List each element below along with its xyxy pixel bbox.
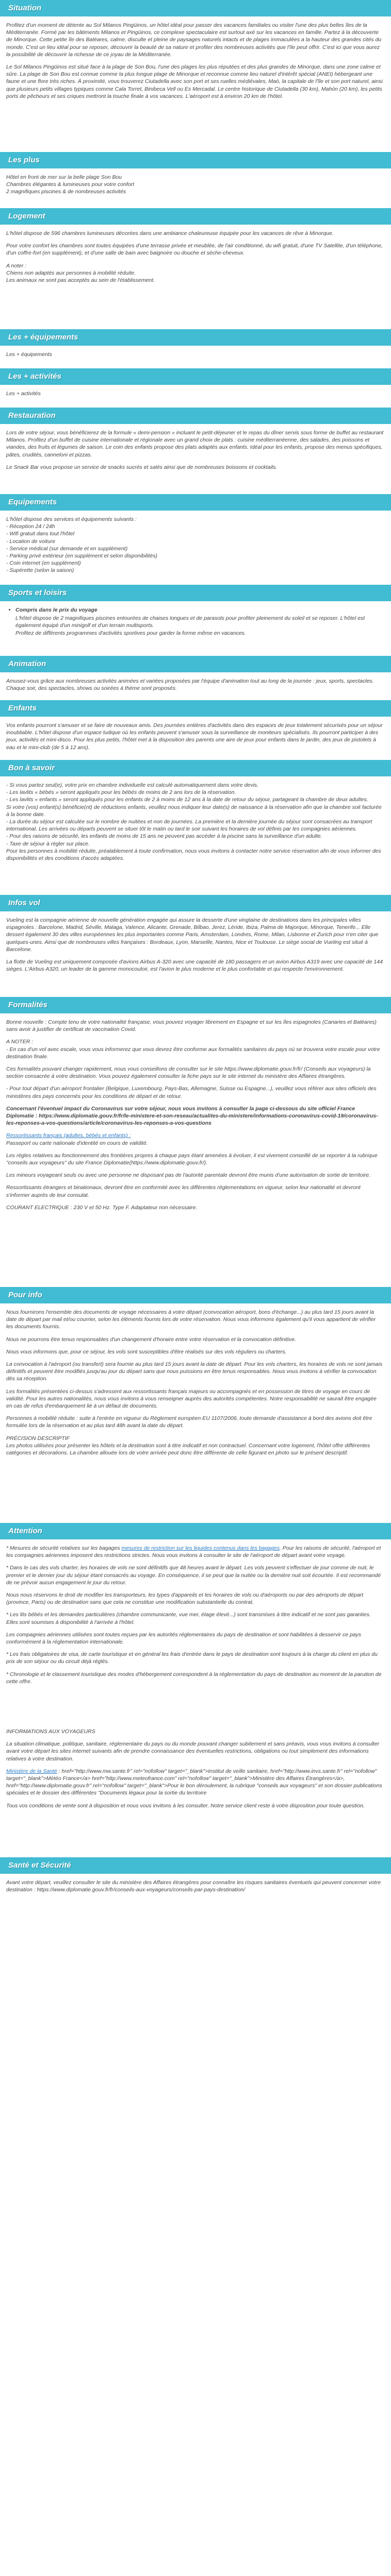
sports-list <box>6 606 384 614</box>
situation-paragraph-2: Le Sol Milanos Pingüinos est situé face à la plage de Son Bou, l'une des plages les plus réputées et des plus grandes de Minorque, dans une zone calme et sûre. La plage de Son Bou est connue comme la plus longue plage de Minorque et reconnue comme lieu naturel d'intérêt spécial (ANEI) hébergeant une faune et une flore très riches. À proximité, vous trouverez Ciutadella avec son port et ses ruelles médiévales, Maó, la capitale de l'île et son port naturel, ainsi que plusieurs petits villages typiques comme Cala Torret, Binibeca Vell ou Es Mercadal. Le centre historique de Ciutadella (30 km), Mahón (20 km), les petits ports de pêcheurs et ses criques mettront la touche finale à vos vacances. L'aéroport est à environ 20 km de l'hôtel. <box>6 64 383 99</box>
section-plus <box>0 168 391 208</box>
logement-note-2: Les animaux ne sont pas acceptés au sein de l'établissement. <box>6 277 155 284</box>
bonasavoir-line: - La durée du séjour est calculée sur le nombre de nuitées et non de journées. La première et la dernière journée du séjour sont consacrées au transport international. Les arrivées ou départs peuvent se situer tôt le matin ou tard le soir suivant les horaires de vol définis par les compagnies aériennes. <box>6 819 372 833</box>
logement-paragraph-2: Pour votre confort les chambres sont toutes équipées d'une terrasse privée et meublée, de l'air conditionné, du wifi gratuit, d'une TV Satellite, d'un téléphone, d'un coffre-fort (en supplément), et d'une salle de bain avec baignoire ou douche et sèche-cheveux. <box>6 243 383 257</box>
bonasavoir-line: - Pour des raisons de sécurité, les enfants de moins de 15 ans ne peuvent pas accéder à la piscine sans la surveillance d'un adulte. <box>6 833 322 840</box>
section-restauration <box>0 424 391 494</box>
pourinfo-paragraph-1: Nous fournirons l'ensemble des documents de voyage nécessaires à votre départ (convocation aéroport, bons d'échange...) au plus tard 15 jours avant la date de départ par mail et/ou courrier, selon les éléments fournis lors de votre réservation. Nous vous informons également qu'il vous appartient de vérifier les documents fournis. <box>6 1309 376 1330</box>
section-header-animation: Animation <box>0 656 391 672</box>
attention-paragraph-5: Les compagnies aériennes utilisées sont toutes reçues par les autorités réglementaires du pays de destination et sont habilitées à desservir ce pays conformément à la réglementation internationale. <box>6 1631 362 1646</box>
equipement-item: - Wifi gratuit dans tout l'hôtel <box>6 531 75 537</box>
liquids-restriction-link[interactable]: mesures de restriction sur les liquides contenus dans les bagages <box>121 1545 280 1551</box>
section-animation <box>0 672 391 700</box>
pourinfo-precision-label: PRÉCISION DESCRIPTIF <box>6 1435 70 1442</box>
sports-line-2: Profitez de différents programmes d'activités sportives pour garder la forme même en vacances. <box>15 630 246 636</box>
equipements-text: Les + équipements <box>6 351 53 358</box>
formalites-paragraph-9: Les règles relatives au fonctionnement des frontières propres à chaque pays étant amenées à évoluer, il est vivement conseillé de se reporter à la rubrique "conseils aux voyageurs" du site France Diplomatie(https://www.diplomatie.gouv.fr/). <box>6 1152 378 1166</box>
attention-p1-suffix: . Pour les raisons de sécurité, l'aéroport et les compagnies aériennes imposent des restrictions strictes. Nous vous invitons à consulter le site de l'aéroport de départ avant votre voyage. <box>6 1545 381 1559</box>
equipement-item: - Service médical (sur demande et en supplément) <box>6 545 128 552</box>
equipement-item: - Supérette (selon la saison) <box>6 567 74 574</box>
pourinfo-paragraph-6: Personnes à mobilité réduite : suite à l'entrée en vigueur du Règlement européen EU 1107/2006, toute demande d'assistance à bord des avions doit être formulée lors de la réservation et au plus tard 48h avant la date du départ. <box>6 1415 372 1429</box>
section-header-plus: Les plus <box>0 152 391 168</box>
section-infosvol <box>0 911 391 997</box>
section-pourinfo <box>0 1303 391 1523</box>
section-header-bonasavoir: Bon à savoir <box>0 760 391 776</box>
plus-line-3: 2 magnifiques piscines & de nombreuses activités <box>6 189 126 195</box>
section-bonasavoir <box>0 776 391 895</box>
bonasavoir-line: - Taxe de séjour à régler sur place. <box>6 840 90 847</box>
restauration-paragraph-2: Le Snack Bar vous propose un service de snacks sucrés et salés ainsi que de nombreuses boissons et cocktails. <box>6 464 278 470</box>
enfants-text: Vos enfants pourront s'amuser et se faire de nouveaux amis. Des journées entières d'activités dans des espaces de jeux totalement sécurisés pour un séjour inoubliable. L'hôtel dispose d'un espace ludique où les enfants peuvent s'amuser sous la surveillance de moniteurs spécialisés. Ils pourront participer à des jeux, activités et mini-disco. Pour les plus petits, l'hôtel met à la disposition des parents une aire de jeux pour enfants dans le jardin, des jeux de pistolets à eau et le mini-club (de 5 à 12 ans). <box>6 722 383 751</box>
formalites-paragraph-11: Ressortissants étrangers et binationaux, devront être en conformité avec les différentes réglementations en vigueur, selon leur nationalité et devront s'informer auprès de leur consulat. <box>6 1184 361 1198</box>
pourinfo-paragraph-8: Les photos utilisées pour présenter les hôtels et la destination sont à titre indicatif et non contractuel. Concernant votre logement, l'hôtel offre différentes catégories et décorations. La chambre allouée lors de votre arrivée peut donc être différente de celle figurant en photo sur le présent descriptif. <box>6 1442 370 1456</box>
section-header-formalites: Formalités <box>0 997 391 1013</box>
sports-line-1: L'hôtel dispose de 2 magnifiques piscines entourées de chaises longues et de parasols pour profiter pleinement du soleil et se reposer. L'hôtel est également équipé d'un minigolf et d'un terrain multisports. <box>15 615 365 629</box>
formalites-note-label: A NOTER : <box>6 1039 34 1045</box>
formalites-paragraph-1: Bonne nouvelle : Compte tenu de votre nationalité française, vous pouvez voyager librement en Espagne et sur les îles espagnoles (Canaries et Baléares) sans avoir à justifier de certificat de vaccination Covid. <box>6 1019 377 1033</box>
logement-note-label: A noter : <box>6 262 27 269</box>
section-header-attention: Attention <box>0 1523 391 1539</box>
section-situation <box>0 16 391 152</box>
bonasavoir-line: Pour les personnes à mobilité réduite, préalablement à toute confirmation, nous vous invitons à contacter notre service réservation afin de vous informer des disponibilités et des conditions d'accès adaptées. <box>6 848 381 862</box>
section-header-situation: Situation <box>0 0 391 16</box>
section-formalites <box>0 1013 391 1287</box>
restauration-paragraph-1: Lors de votre séjour, vous bénéficierez de la formule « demi-pension » incluant le petit-déjeuner et le repas du dîner servis sous forme de buffet au restaurant Milanos. Profitez d'un buffet de cuisine internationale et régionale avec un grand choix de plats : cuisine méditerranéenne, des salades, des poissons et viandes, des fruits et légumes de saison. Le coin des enfants propose des plats adaptés aux enfants. Idéal pour les enfants, propose des menus spécifiques, pâtes, crudités, canneloni et pizzas. <box>6 430 384 458</box>
formalites-paragraph-4: Ces formalités pouvant changer rapidement, nous vous conseillons de consulter sur le site https://www.diplomatie.gouv.fr/fr/ (Conseils aux voyageurs) la section consacrée à votre destination. Vous pouvez également consulter la fiche pays sur le site internet du ministère des Affaires étrangères. <box>6 1066 371 1080</box>
plus-line-2: Chambres élégantes & lumineuses pour votre confort <box>6 181 135 188</box>
attention-paragraph-6: * Les frais obligatoires de visa, de carte touristique et en général les frais d'entrée dans le pays de destination sont toujours à la charge du client en plus du prix de son séjour ou du circuit déjà réglés. <box>6 1651 378 1665</box>
formalites-paragraph-10: Les mineurs voyageant seuls ou avec une personne ne disposant pas de l'autorité parentale devront être munis d'une autorisation de sortie de territoire. <box>6 1172 371 1179</box>
section-header-restauration: Restauration <box>0 408 391 424</box>
formalites-covid-paragraph: Concernant l'éventuel impact du Coronavirus sur votre séjour, nous vous invitons à consulter la page ci-dessous du site officiel France Diplomatie : https://www.diplomatie.gouv.fr/fr/le-ministere-et-son-reseau/actualites-du-ministere/informations-coronavirus-covid-19/coronavirus-les-reponses-a-vos-questions/article/coronavirus-les-reponses-a-vos-questions <box>6 1105 378 1127</box>
formalites-paragraph-3: - En cas d'un vol avec escale, vous vous informerez que vous devrez être conforme aux formalités sanitaires du pays où se trouvera votre escale pour votre destination finale. <box>6 1046 380 1060</box>
infovoyageurs-title: INFORMATIONS AUX VOYAGEURS <box>6 1728 95 1735</box>
section-header-logement: Logement <box>0 208 391 225</box>
attention-paragraph-2: * Dans le cas des vols charter, les horaires de vols ne sont définitifs que 48 heures avant le départ. Les vols peuvent s'effectuer de jour comme de nuit, le premier et le dernier jour du séjour étant consacrés au voyage. En conséquence, il se peut que la nuitée ou la dernière nuit soit écourtée. Il est recommandé de ne prévoir aucun engagement le jour du retour. <box>6 1565 381 1586</box>
activites-text: Les + activités <box>6 391 41 397</box>
bonasavoir-line: - Si vous partez seul(e), votre prix en chambre individuelle est calculé automatiquement dans votre devis. <box>6 782 259 788</box>
section-activites <box>0 385 391 408</box>
sante-text: Avant votre départ, veuillez consulter le site du ministère des Affaires étrangères pour connaître les risques sanitaires éventuels qui peuvent concerner votre destination : https://www.diplomatie.gouv.fr/fr/conseils-aux-voyageurs/conseils-par-pays-destination/ <box>6 1879 381 1893</box>
logement-paragraph-1: L'hôtel dispose de 596 chambres lumineuses décorées dans une ambiance chaleureuse équipée pour les vacances de rêve à Minorque. <box>6 230 334 236</box>
section-header-infosvol: Infos vol <box>0 895 391 911</box>
section-sante <box>0 1874 391 1908</box>
equipement-item: - Parking privé extérieur (en supplément et selon disponibilités) <box>6 553 157 560</box>
section-attention <box>0 1539 391 1723</box>
formalites-paragraph-5: - Pour tout départ d'un aéroport frontalier (Belgique, Luxembourg, Pays-Bas, Allemagne, Suisse ou Espagne...), veuillez vous référer aux sites officiels des ministères des pays concernés pour les conditions de départ et de retour. <box>6 1086 377 1099</box>
pourinfo-paragraph-3: Nous vous informons que, pour ce séjour, les vols sont susceptibles d'être réalisés sur des vols réguliers ou charters. <box>6 1348 287 1355</box>
equipement-intro: L'hôtel dispose des services et équipements suivants : <box>6 516 137 522</box>
animation-text: Amusez-vous grâce aux nombreuses activités animées et variées proposées par l'équipe d'animation tout au long de la journée : jeux, sports, spectacles. Chaque soir, des spectacles, shows ou soirées à thème sont proposés. <box>6 678 374 692</box>
attention-paragraph-3: Nous nous réservons le droit de modifier les transporteurs, les types d'appareils et les horaires de vols ou d'aéroports ou par des aéroports de départ (province, Paris) ou de destination sans que cela ne constitue une modification substantielle du contrat. <box>6 1592 364 1606</box>
attention-paragraph-7: * Chronologie et le classement touristique des modes d'hébergement correspondent à la réglementation du pays de destination au moment de la parution de cette offre. <box>6 1671 382 1685</box>
section-header-sante: Santé et Sécurité <box>0 1857 391 1874</box>
section-equipements <box>0 346 391 368</box>
section-sports <box>0 601 391 656</box>
ministere-sante-link[interactable]: Ministère de la Santé <box>6 1768 57 1774</box>
section-infovoyageurs <box>0 1723 391 1857</box>
infosvol-paragraph-2: La flotte de Vueling est uniquement composée d'avions Airbus A-320 avec une capacité de 180 passagers et un avion Airbus A319 avec une capacité de 144 sièges. L'Airbus A320, un leader de la gamme monocouloir, est l'avion le plus moderne et le plus confortable et qui respecte l'environnement. <box>6 959 383 973</box>
plus-line-1: Hôtel en front de mer sur la belle plage Son Bou <box>6 174 122 180</box>
section-equipement-list <box>0 511 391 585</box>
infovoyageurs-paragraph-3: Tous vos conditions de vente sont à disposition et nous vous invitons à les consulter. Notre service client reste à votre disposition pour toute question. <box>6 1802 365 1809</box>
formalites-ressortissants-link[interactable]: Ressortissants français (adultes, bébés et enfants) : <box>6 1132 131 1139</box>
section-header-pourinfo: Pour info <box>0 1287 391 1303</box>
equipement-item: - Coin internet (en supplément) <box>6 560 81 567</box>
section-logement <box>0 225 391 329</box>
logement-note-1: Chiens non adaptés aux personnes à mobilité réduite. <box>6 269 136 276</box>
attention-paragraph-1 <box>6 1545 384 1559</box>
section-header-equipements: Les + équipements <box>0 329 391 346</box>
infovoyageurs-links-text: : href="http://www.mw.sante.fr" rel="nofollow" target="_blank">Institut de veille sanitaire, href="http://www.invs.sante.fr" rel="nofollow" target="_blank">Météo France</a> href="http://www.meteofrance.com" rel="nofollow" target="_blank">Ministère des Affaires Étrangères</a>, href="http://www.diplomatie.gouv.fr" rel="nofollow" target="_blank">Pour le bon déroulement, la rubrique "conseils aux voyageurs" et son dossier publications spéciales et le dossier des différentes "Documents légaux pour la sortie du territoire <box>6 1768 382 1797</box>
section-enfants <box>0 717 391 760</box>
section-header-enfants: Enfants <box>0 700 391 717</box>
attention-paragraph-4: * Les lits bébés et les demandes particulières (chambre communicante, vue mer, étage élevé...) sont transmises à titre indicatif et ne sont pas garanties. Elles sont soumises à disponibilité à l'arrivée à l'hôtel. <box>6 1612 371 1625</box>
section-header-equipement-list: Equipements <box>0 494 391 511</box>
pourinfo-paragraph-2: Nous ne pourrons être tenus responsables d'un changement d'horaire entre votre réservation et la convocation définitive. <box>6 1336 297 1343</box>
sports-text-block <box>6 615 384 637</box>
attention-p1-prefix: * Mesures de sécurité relatives sur les bagages <box>6 1545 122 1551</box>
pourinfo-paragraph-4: La convocation à l'aéroport (ou transfert) sera fournie au plus tard 15 jours avant la date de départ. Pour les vols charters, les horaires de vols ne sont jamais définitifs et peuvent être modifiés jusqu'au jour du départ sans que nous puissions en être tenus responsables. Nous vous invitons à vérifier la convocation dès sa réception. <box>6 1361 383 1382</box>
formalites-paragraph-8: Passeport ou carte nationale d'identité en cours de validité. <box>6 1140 148 1146</box>
bonasavoir-line: - Les lavlits « enfants » seront appliqués pour les enfants de 2 à moins de 12 ans à la date de retour du séjour, partageant la chambre de deux adultes. <box>6 796 368 803</box>
section-header-sports: Sports et loisirs <box>0 585 391 601</box>
bonasavoir-line: - Les lavlits « bébés » seront appliqués pour les bébés de moins de 2 ans lors de la réservation. <box>6 789 236 796</box>
pourinfo-paragraph-5: Les formalités présentées ci-dessus s'adressent aux ressortissants français majeurs ou accompagnés et en possession de titres de voyage en cours de validité. Pour les autres nationalités, nous vous invitons à vous renseigner auprès des autorités compétentes. Notre responsabilité ne saurait être engagée en cas de refus d'embarquement lié à un défaut de documents. <box>6 1388 377 1410</box>
formalites-paragraph-12: COURANT ELECTRIQUE : 230 V et 50 Hz. Type F. Adaptateur non nécessaire. <box>6 1204 198 1211</box>
section-header-activites: Les + activités <box>0 368 391 385</box>
equipement-item: - Location de voiture <box>6 538 56 545</box>
bonasavoir-line: Si votre (vos) enfant(s) bénéficie(nt) de réductions enfants, veuillez nous indiquer leur date(s) de naissance à la réservation afin que la chambre soit facturée à la bonne date. <box>6 804 382 818</box>
infosvol-paragraph-1: Vueling est la compagnie aérienne de nouvelle génération engagée qui assure la desserte d'une vingtaine de destinations dans les principales villes espagnoles : Barcelone, Madrid, Séville, Malaga, Valence, Alicante, Grenade, Bilbao, Jerez, Léride, Ibiza, Palma de Majorque, Minorque, Tenerife... Elle dessert également 30 des villes européennes les plus importantes comme Paris, Amsterdam, Londres, Rome, Milan, Lisbonne et Zurich pour n'en citer que quelques-unes. Ainsi que de nombreuses villes françaises : Bordeaux, Lyon, Marseille, Nantes, Nice et Toulouse. Le siège social de Vueling est situé à Barcelone. <box>6 917 379 953</box>
infovoyageurs-paragraph-2 <box>6 1768 384 1797</box>
sports-bullet: • Compris dans le prix du voyage <box>15 606 384 614</box>
infovoyageurs-paragraph-1: La situation climatique, politique, sanitaire, réglementaire du pays ou du monde pouvant changer subitement et sans préavis, vous vous invitons à consulter avant votre départ les sites internet suivants afin de prendre connaissance des éventuelles restrictions, obligations ou tout simplement des informations relatives à votre destination. <box>6 1741 380 1762</box>
situation-paragraph-1: Profitez d'un moment de détente au Sol Milanos Pingüinos, un hôtel idéal pour passer des vacances familiales ou visiter l'une des plus belles îles de la Méditerranée. Formé par les bâtiments Milanos et Pingüinos, ce complexe spectaculaire est surtout axé sur les vacances en famille. Partez à la découverte de Minorque. Cette petite île des Baléares, calme, disculte et pleine de paysages naturels intacts et de plages immaculées a la hauteur des grandes cités du monde. C'est un lieu idéal pour se reposer, découvrir la beauté de sa nature et profiter des nombreuses activités que l'île peut offrir. C'est ici que vous aurez la possibilité de découvrir la richesse de ce joyau de la Méditerranée. <box>6 22 382 58</box>
equipement-item: - Réception 24 / 24h <box>6 523 55 530</box>
